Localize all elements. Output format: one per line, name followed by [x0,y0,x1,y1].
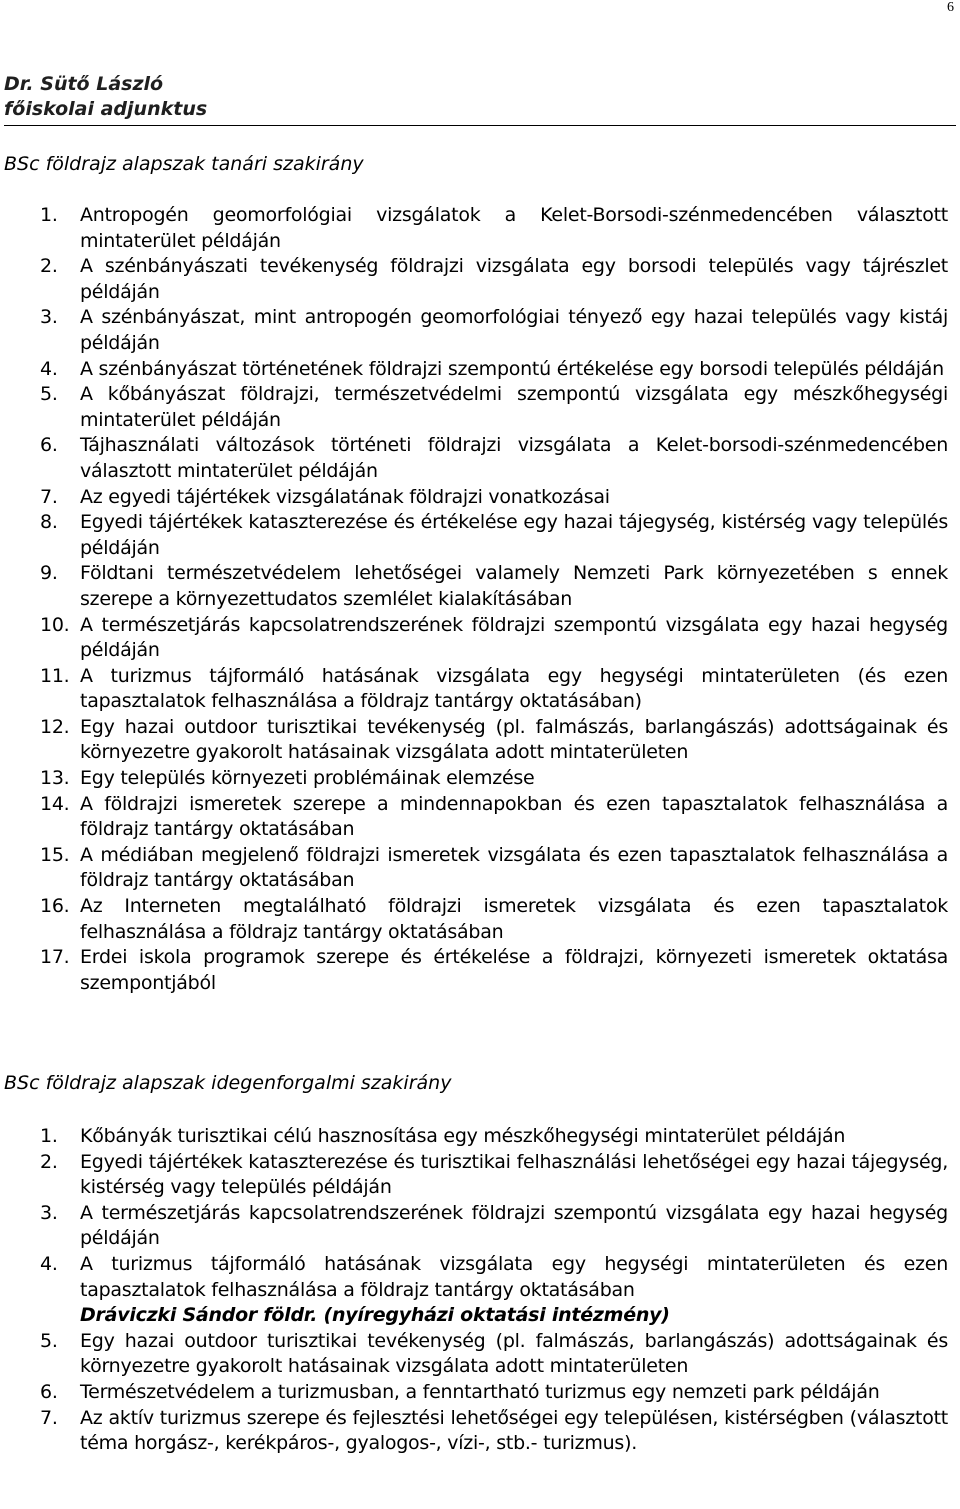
item-number: 4. [40,1252,58,1275]
list-item [0,766,960,792]
list-item [0,305,960,356]
item-text: Kőbányák turisztikai célú hasznosítása egy mészkőhegységi mintaterület példáján [80,1125,846,1147]
item-number: 13. [40,767,70,790]
list-item [0,382,960,433]
item-text: Földtani természetvédelem lehetőségei valamely Nemzeti Park környezetében s ennek szerepe a környezettudatos szemlélet kialakításában [80,562,948,610]
item-number: 15. [40,843,70,866]
item-text: A szénbányászat, mint antropogén geomorfológiai tényező egy hazai település vagy kistáj példáján [80,306,948,354]
item-text: Az Interneten megtalálható földrajzi ismeretek vizsgálata és ezen tapasztalatok felhasználása a földrajz tantárgy oktatásában [80,895,948,943]
list-item [0,1380,960,1406]
list-item [0,1329,960,1380]
list-item [0,485,960,511]
item-text: A médiában megjelenő földrajzi ismeretek vizsgálata és ezen tapasztalatok felhasználása a földrajz tantárgy oktatásában [80,843,948,892]
item-number: 5. [40,383,58,406]
list-item [0,203,960,254]
item-text: Erdei iskola programok szerepe és értékelése a földrajzi, környezeti ismeretek oktatása szempontjából [80,946,948,994]
item-number: 6. [40,1380,58,1403]
item-text: A szénbányászati tevékenység földrajzi vizsgálata egy borsodi település vagy tájrészlet példáján [80,255,948,303]
item-number: 2. [40,1150,58,1173]
author-name: Dr. Sütő László [4,73,164,95]
item-number: 7. [40,485,58,508]
item-number: 6. [40,434,58,457]
item-text: Az egyedi tájértékek vizsgálatának földrajzi vonatkozásai [80,485,610,508]
author-title: főiskolai adjunktus [4,98,208,120]
item-number: 7. [40,1406,58,1429]
item-number: 3. [40,306,58,329]
item-text: A természetjárás kapcsolatrendszerének földrajzi szempontú vizsgálata egy hazai hegység példáján [80,613,948,662]
page-number: 6 [947,0,954,15]
list-item [0,433,960,484]
section-heading-teacher: BSc földrajz alapszak tanári szakirány [4,153,364,175]
list-item [0,1406,960,1457]
item-text: Természetvédelem a turizmusban, a fenntartható turizmus egy nemzeti park példáján [80,1380,880,1403]
item-text: Egy hazai outdoor turisztikai tevékenység (pl. falmászás, barlangászás) adottságainak és környezetre gyakorolt hatásainak vizsgálata adott mintaterületen [80,1329,948,1378]
list-item [0,715,960,766]
list-item [0,561,960,612]
item-number: 4. [40,357,58,380]
item-text: Az aktív turizmus szerepe és fejlesztési lehetőségei egy településen, kistérségben (választott téma horgász-, kerékpáros-, gyalogos-, vízi-, stb.- turizmus). [80,1406,948,1455]
topic-list-tourism [0,1124,960,1457]
list-item [0,664,960,715]
item-number: 3. [40,1201,58,1224]
item-number: 8. [40,511,58,534]
item-number: 5. [40,1329,58,1352]
item-text: Egy hazai outdoor turisztikai tevékenység (pl. falmászás, barlangászás) adottságainak és környezetre gyakorolt hatásainak vizsgálata adott mintaterületen [80,715,948,764]
item-text: A természetjárás kapcsolatrendszerének földrajzi szempontú vizsgálata egy hazai hegység példáján [80,1201,948,1250]
supervisor-note: Dráviczki Sándor földr. (nyíregyházi oktatási intézmény) [80,1304,670,1327]
list-item [0,613,960,664]
item-text: A szénbányászat történetének földrajzi szempontú értékelése egy borsodi település példáján [80,357,944,380]
list-item [0,357,960,383]
list-item [0,1252,960,1329]
list-item [0,1201,960,1252]
item-text: A turizmus tájformáló hatásának vizsgálata egy hegységi mintaterületen (és ezen tapasztalatok felhasználása a földrajz tantárgy oktatásában) [80,664,948,713]
header-divider [4,125,956,126]
item-text: A turizmus tájformáló hatásának vizsgálata egy hegységi mintaterületen és ezen tapasztalatok felhasználása a földrajz tantárgy oktatásában [80,1252,948,1301]
item-text: Antropogén geomorfológiai vizsgálatok a Kelet-Borsodi-szénmedencében választott mintaterület példáján [80,204,948,252]
list-item [0,1124,960,1150]
item-number: 11. [40,664,70,687]
author-block [4,72,956,122]
list-item [0,510,960,561]
section-heading-tourism: BSc földrajz alapszak idegenforgalmi szakirány [4,1072,452,1094]
topic-list-teacher [0,203,960,996]
list-item [0,1150,960,1201]
item-text: Egyedi tájértékek kataszterezése és értékelése egy hazai tájegység, kistérség vagy település példáján [80,511,948,559]
list-item [0,843,960,894]
item-number: 17. [40,946,70,969]
item-number: 9. [40,562,58,585]
list-item [0,254,960,305]
item-number: 12. [40,715,70,738]
item-number: 2. [40,255,58,278]
list-item [0,792,960,843]
item-text: Egy település környezeti problémáinak elemzése [80,767,535,790]
item-number: 1. [40,1125,58,1147]
item-number: 16. [40,895,70,918]
item-text: Tájhasználati változások történeti földrajzi vizsgálata a Kelet-borsodi-szénmedencében választott mintaterület példáján [80,434,948,482]
item-number: 10. [40,613,70,636]
list-item [0,945,960,996]
item-number: 14. [40,792,70,815]
item-number: 1. [40,204,58,226]
item-text: Egyedi tájértékek kataszterezése és turisztikai felhasználási lehetőségei egy hazai tájegység, kistérség vagy település példáján [80,1150,948,1199]
item-text: A földrajzi ismeretek szerepe a mindennapokban és ezen tapasztalatok felhasználása a földrajz tantárgy oktatásában [80,792,948,841]
item-text: A kőbányászat földrajzi, természetvédelmi szempontú vizsgálata egy mészkőhegységi mintaterület példáján [80,383,948,431]
list-item [0,894,960,945]
